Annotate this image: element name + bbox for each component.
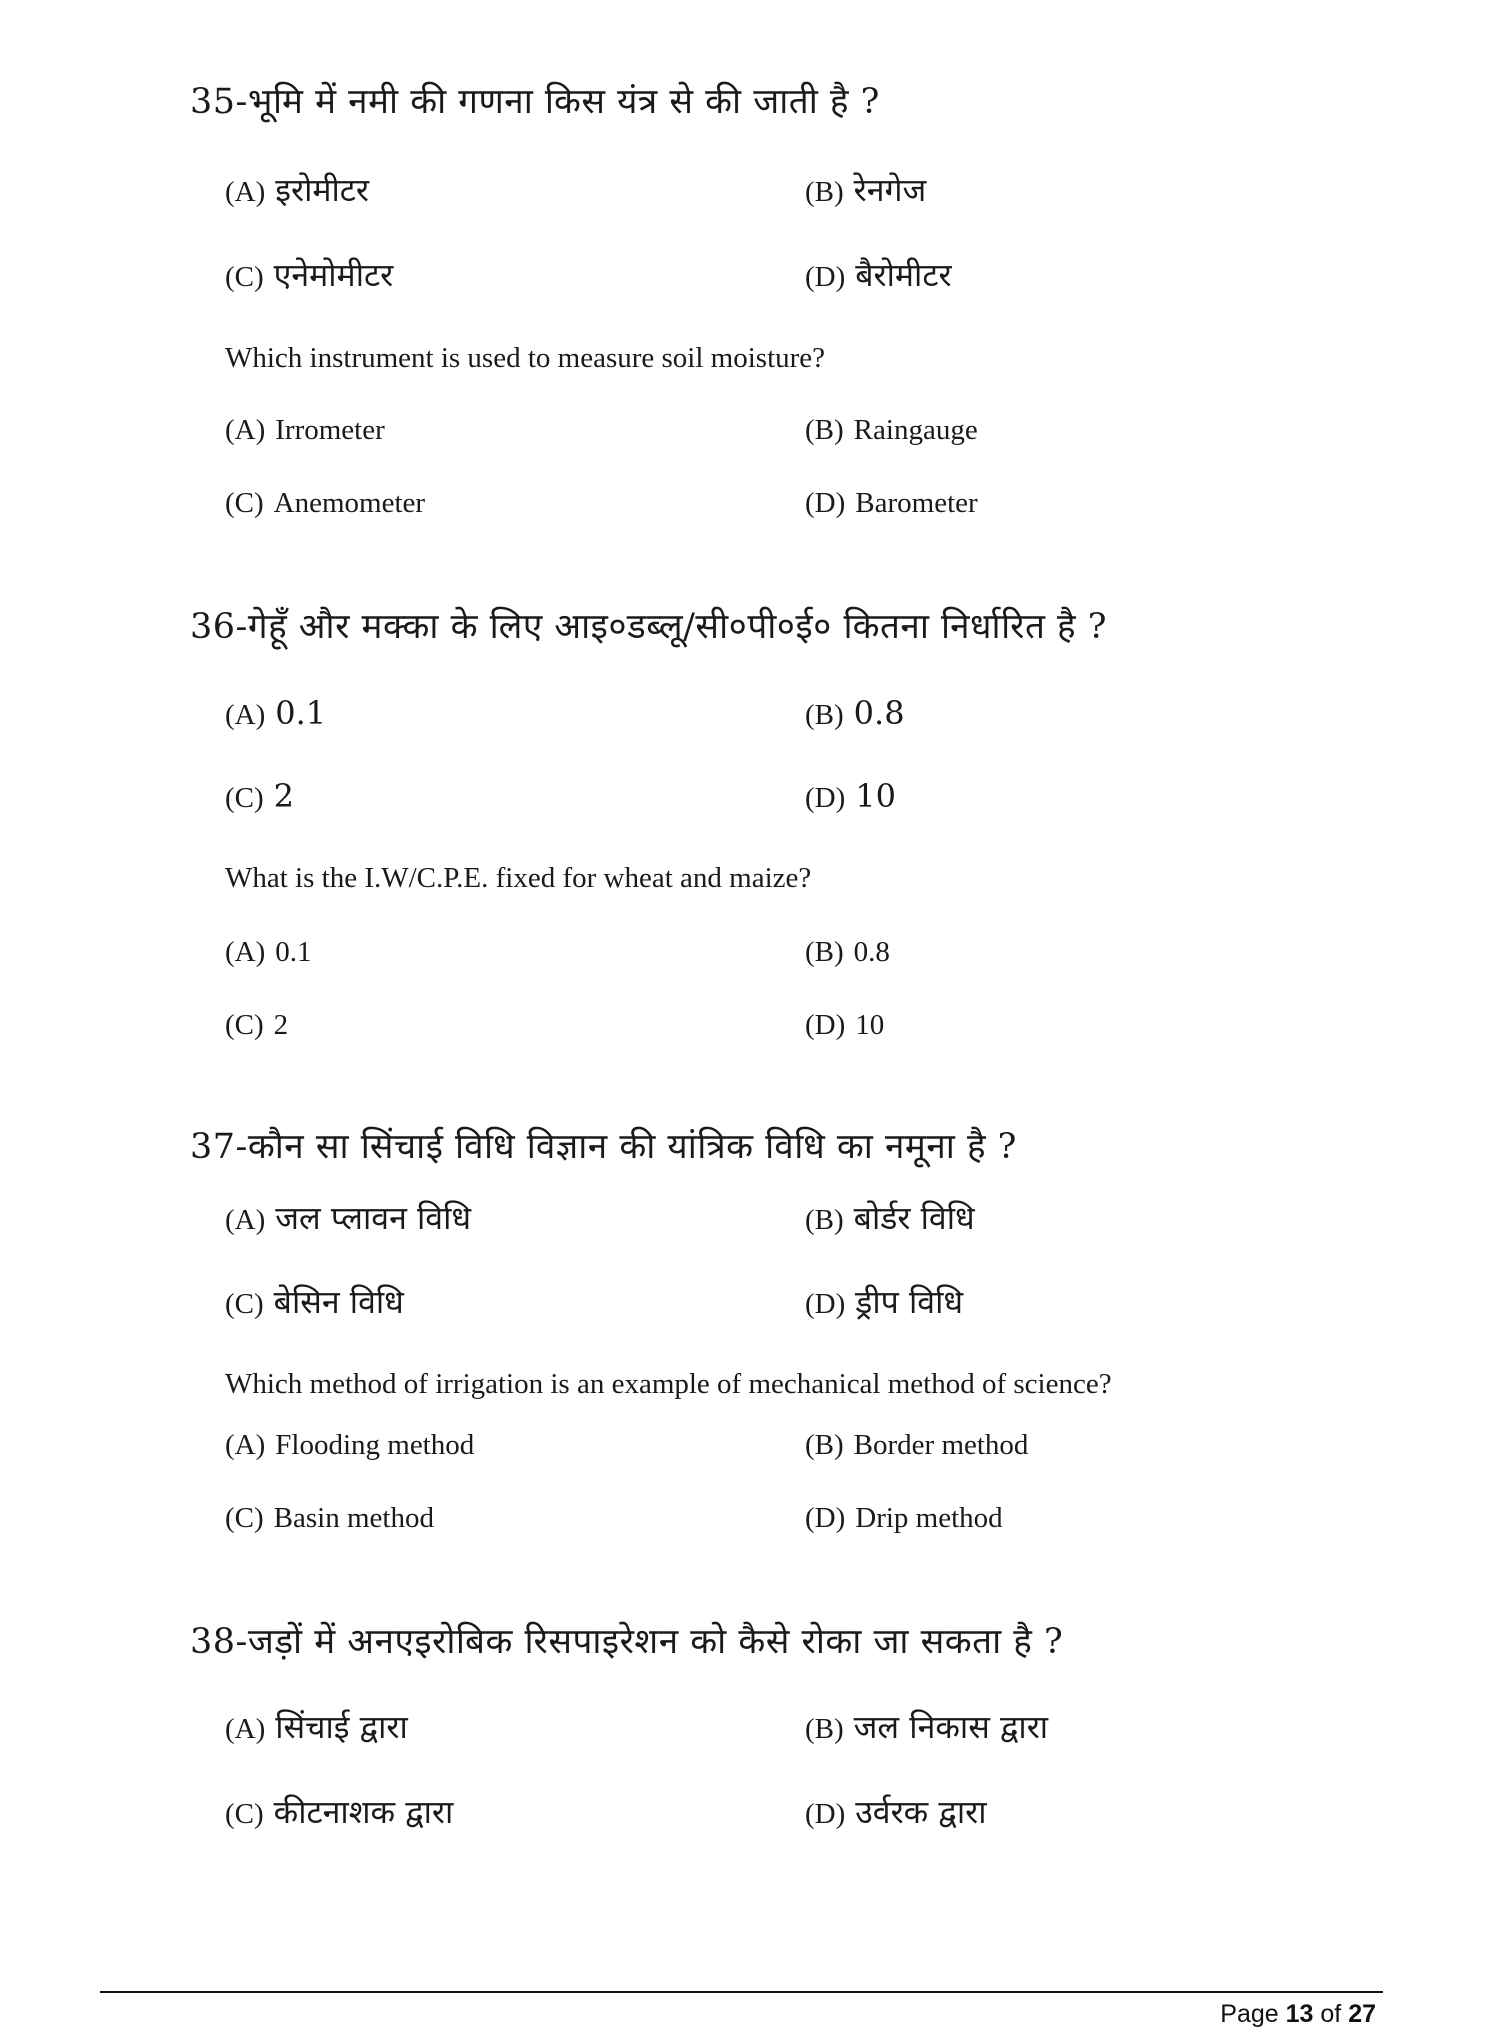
q38-hindi-option-c bbox=[225, 1792, 453, 1834]
q37-hindi-option-c bbox=[225, 1282, 404, 1324]
option-text: Raingauge bbox=[853, 414, 978, 446]
option-text: 0.8 bbox=[853, 694, 905, 732]
q35-english-option-b bbox=[805, 410, 978, 450]
q35-english-option-a bbox=[225, 410, 385, 450]
option-label: (A) bbox=[225, 1204, 266, 1236]
q35-hindi-option-a bbox=[225, 170, 369, 212]
option-label: (D) bbox=[805, 782, 846, 814]
option-label: (C) bbox=[225, 1502, 264, 1534]
option-label: (B) bbox=[805, 1713, 844, 1745]
q36-hindi-option-b bbox=[805, 693, 905, 735]
option-text: ड्रीप विधि bbox=[855, 1283, 964, 1321]
option-text: जल निकास द्वारा bbox=[853, 1708, 1049, 1746]
q35-english-option-d bbox=[805, 483, 978, 523]
option-text: Border method bbox=[853, 1429, 1029, 1461]
option-label: (D) bbox=[805, 487, 846, 519]
q35-english-question: Which instrument is used to measure soil moisture? bbox=[225, 342, 826, 374]
q35-hindi-question: 35-भूमि में नमी की गणना किस यंत्र से की जाती है ? bbox=[190, 82, 880, 122]
q37-hindi-option-d bbox=[805, 1282, 963, 1324]
q37-english-option-b bbox=[805, 1425, 1028, 1465]
q36-hindi-option-a bbox=[225, 693, 326, 735]
option-label: (B) bbox=[805, 1429, 844, 1461]
option-text: बेसिन विधि bbox=[273, 1283, 404, 1321]
q37-hindi-option-a bbox=[225, 1198, 471, 1240]
option-text: Barometer bbox=[855, 487, 978, 519]
option-label: (C) bbox=[225, 782, 264, 814]
option-text: 10 bbox=[855, 1009, 885, 1041]
of-word: of bbox=[1320, 2000, 1342, 2028]
option-label: (A) bbox=[225, 699, 266, 731]
option-label: (B) bbox=[805, 414, 844, 446]
footer-divider bbox=[100, 1991, 1383, 1993]
option-text: बैरोमीटर bbox=[855, 256, 952, 294]
option-label: (A) bbox=[225, 176, 266, 208]
option-text: जल प्लावन विधि bbox=[275, 1199, 472, 1237]
option-text: Basin method bbox=[273, 1502, 434, 1534]
q37-english-option-d bbox=[805, 1498, 1003, 1538]
q36-hindi-question: 36-गेहूँ और मक्का के लिए आइ०डब्लू/सी०पी०ई० कितना निर्धारित है ? bbox=[190, 607, 1108, 647]
q36-english-option-d bbox=[805, 1005, 884, 1045]
option-text: 2 bbox=[273, 1009, 289, 1041]
q36-hindi-option-c bbox=[225, 776, 294, 818]
q36-english-question: What is the I.W/C.P.E. fixed for wheat and maize? bbox=[225, 862, 812, 894]
option-text: कीटनाशक द्वारा bbox=[273, 1793, 454, 1831]
q36-english-option-b bbox=[805, 932, 890, 972]
option-label: (B) bbox=[805, 699, 844, 731]
option-label: (A) bbox=[225, 1713, 266, 1745]
option-label: (B) bbox=[805, 1204, 844, 1236]
option-text: Anemometer bbox=[273, 487, 426, 519]
option-text: बोर्डर विधि bbox=[853, 1199, 975, 1237]
current-page: 13 bbox=[1285, 2000, 1314, 2028]
q37-english-question: Which method of irrigation is an example of mechanical method of science? bbox=[225, 1368, 1112, 1400]
option-text: Drip method bbox=[855, 1502, 1003, 1534]
option-text: Flooding method bbox=[275, 1429, 475, 1461]
q38-hindi-option-d bbox=[805, 1792, 987, 1834]
option-text: रेनगेज bbox=[853, 171, 927, 209]
option-label: (D) bbox=[805, 1288, 846, 1320]
option-label: (D) bbox=[805, 261, 846, 293]
q35-hindi-option-b bbox=[805, 170, 926, 212]
option-text: 2 bbox=[273, 777, 295, 815]
option-label: (C) bbox=[225, 1009, 264, 1041]
option-label: (D) bbox=[805, 1798, 846, 1830]
option-text: उर्वरक द्वारा bbox=[855, 1793, 987, 1831]
option-label: (D) bbox=[805, 1502, 846, 1534]
total-pages: 27 bbox=[1348, 2000, 1376, 2028]
q35-english-option-c bbox=[225, 483, 425, 523]
q38-hindi-option-a bbox=[225, 1707, 408, 1749]
option-label: (A) bbox=[225, 936, 266, 968]
option-text: 0.8 bbox=[853, 936, 890, 968]
q37-hindi-option-b bbox=[805, 1198, 975, 1240]
option-text: 0.1 bbox=[275, 936, 312, 968]
page-word: Page bbox=[1220, 2000, 1279, 2028]
option-label: (C) bbox=[225, 1288, 264, 1320]
option-label: (C) bbox=[225, 1798, 264, 1830]
q35-hindi-option-d bbox=[805, 255, 952, 297]
option-label: (B) bbox=[805, 936, 844, 968]
option-label: (A) bbox=[225, 1429, 266, 1461]
option-text: सिंचाई द्वारा bbox=[275, 1708, 408, 1746]
q38-hindi-question: 38-जड़ों में अनएइरोबिक रिसपाइरेशन को कैसे रोका जा सकता है ? bbox=[190, 1622, 1064, 1662]
option-text: इरोमीटर bbox=[275, 171, 369, 209]
option-text: 10 bbox=[855, 777, 896, 815]
option-label: (B) bbox=[805, 176, 844, 208]
q38-hindi-option-b bbox=[805, 1707, 1048, 1749]
option-text: 0.1 bbox=[275, 694, 327, 732]
q37-english-option-a bbox=[225, 1425, 474, 1465]
option-label: (C) bbox=[225, 261, 264, 293]
q35-hindi-option-c bbox=[225, 255, 393, 297]
option-text: एनेमोमीटर bbox=[273, 256, 394, 294]
option-text: Irrometer bbox=[275, 414, 385, 446]
q36-english-option-c bbox=[225, 1005, 288, 1045]
option-label: (C) bbox=[225, 487, 264, 519]
q37-english-option-c bbox=[225, 1498, 434, 1538]
option-label: (A) bbox=[225, 414, 266, 446]
q36-english-option-a bbox=[225, 932, 312, 972]
q37-hindi-question: 37-कौन सा सिंचाई विधि विज्ञान की यांत्रिक विधि का नमूना है ? bbox=[190, 1127, 1017, 1167]
option-label: (D) bbox=[805, 1009, 846, 1041]
page-number bbox=[1220, 1999, 1376, 2029]
q36-hindi-option-d bbox=[805, 776, 896, 818]
